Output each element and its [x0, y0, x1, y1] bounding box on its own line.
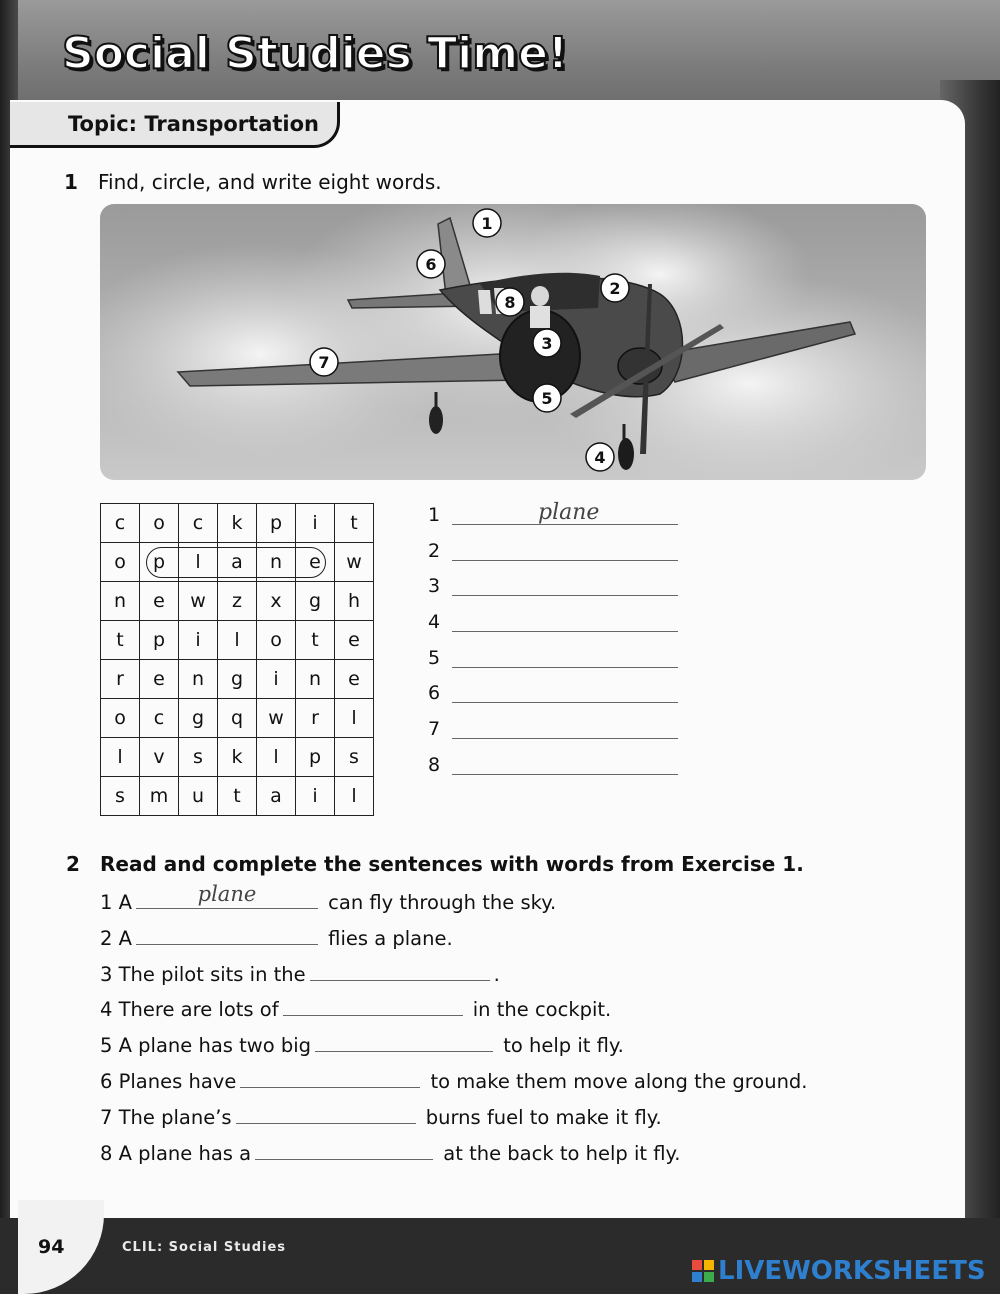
- grid-cell[interactable]: p: [140, 543, 179, 582]
- grid-row: [101, 738, 374, 777]
- sentence-start: A: [118, 926, 132, 950]
- sentence-blank-6[interactable]: [240, 1067, 420, 1088]
- grid-cell[interactable]: l: [257, 738, 296, 777]
- svg-text:4: 4: [594, 448, 606, 467]
- grid-cell[interactable]: u: [179, 777, 218, 816]
- exercise-1-number: 1: [64, 170, 78, 194]
- photo-label-6: [417, 250, 445, 278]
- grid-cell[interactable]: g: [179, 699, 218, 738]
- grid-cell[interactable]: c: [179, 504, 218, 543]
- grid-cell[interactable]: t: [335, 504, 374, 543]
- sentence-start: There are lots of: [118, 998, 279, 1022]
- grid-cell[interactable]: s: [179, 738, 218, 777]
- grid-cell[interactable]: h: [335, 582, 374, 621]
- svg-text:7: 7: [318, 353, 330, 372]
- answer-input-5[interactable]: [452, 667, 678, 668]
- sentence-list: [100, 882, 808, 1174]
- grid-row: [101, 504, 374, 543]
- grid-row: [101, 582, 374, 621]
- exercise-1-heading: [64, 170, 442, 194]
- photo-label-3: [533, 329, 561, 357]
- sentence-blank-5[interactable]: [315, 1031, 493, 1052]
- answer-line: [428, 571, 688, 607]
- sentence-number: 6: [100, 1069, 113, 1093]
- grid-cell[interactable]: i: [257, 660, 296, 699]
- svg-text:5: 5: [541, 389, 553, 408]
- photo-label-7: [310, 348, 338, 376]
- sentence: [100, 1031, 808, 1067]
- answer-line: [428, 536, 688, 572]
- sentence-number: 5: [100, 1034, 113, 1058]
- answer-line: [428, 643, 688, 679]
- answer-number: 6: [428, 682, 441, 705]
- grid-cell[interactable]: z: [218, 582, 257, 621]
- topic-label: Topic: Transportation: [68, 112, 319, 136]
- grid-cell[interactable]: t: [218, 777, 257, 816]
- sentence-number: 4: [100, 998, 113, 1022]
- grid-row: [101, 777, 374, 816]
- answer-number: 1: [428, 504, 441, 526]
- grid-cell[interactable]: s: [101, 777, 140, 816]
- grid-cell[interactable]: l: [179, 543, 218, 582]
- answer-value: plane: [538, 500, 600, 525]
- svg-text:8: 8: [504, 293, 516, 312]
- answer-input-8[interactable]: [452, 774, 678, 775]
- grid-cell[interactable]: o: [257, 621, 296, 660]
- grid-cell[interactable]: e: [335, 621, 374, 660]
- photo-label-5: [533, 384, 561, 412]
- exercise-1-instruction: Find, circle, and write eight words.: [98, 170, 442, 194]
- grid-cell[interactable]: l: [218, 621, 257, 660]
- sentence-blank-2[interactable]: [136, 924, 318, 945]
- answer-number: 5: [428, 646, 441, 669]
- sentence-blank-8[interactable]: [255, 1139, 433, 1160]
- grid-cell[interactable]: t: [101, 621, 140, 660]
- grid-cell[interactable]: r: [296, 699, 335, 738]
- sentence-end: .: [493, 962, 500, 986]
- answer-number: 8: [428, 753, 441, 776]
- grid-cell[interactable]: m: [140, 777, 179, 816]
- answer-input-7[interactable]: [452, 738, 678, 739]
- liveworksheets-logo[interactable]: [692, 1256, 986, 1286]
- grid-cell[interactable]: n: [257, 543, 296, 582]
- grid-row: [101, 621, 374, 660]
- grid-cell[interactable]: e: [140, 582, 179, 621]
- grid-cell[interactable]: a: [218, 543, 257, 582]
- sentence-start: The plane’s: [118, 1105, 232, 1129]
- grid-cell[interactable]: e: [296, 543, 335, 582]
- grid-cell[interactable]: x: [257, 582, 296, 621]
- sentence-start: The pilot sits in the: [118, 962, 306, 986]
- sentence-number: 1: [100, 891, 113, 914]
- sentence-start: A: [118, 891, 132, 914]
- grid-cell[interactable]: o: [101, 699, 140, 738]
- circled-word-plane: [146, 547, 326, 578]
- sentence-number: 8: [100, 1141, 113, 1165]
- answer-input-3[interactable]: [452, 595, 678, 596]
- grid-row: [101, 660, 374, 699]
- photo-label-2: [601, 274, 629, 302]
- topic-tab: [10, 102, 340, 148]
- svg-text:6: 6: [425, 255, 437, 274]
- grid-cell[interactable]: i: [179, 621, 218, 660]
- grid-cell[interactable]: g: [218, 660, 257, 699]
- photo-label-4: [586, 443, 614, 471]
- grid-cell[interactable]: k: [218, 738, 257, 777]
- grid-cell[interactable]: p: [257, 504, 296, 543]
- sentence-start: Planes have: [118, 1069, 237, 1093]
- answer-line: [428, 607, 688, 643]
- sentence: [100, 882, 808, 924]
- grid-cell[interactable]: q: [218, 699, 257, 738]
- sentence-blank-4[interactable]: [283, 995, 463, 1016]
- grid-cell[interactable]: i: [296, 504, 335, 543]
- grid-cell[interactable]: e: [140, 660, 179, 699]
- grid-cell[interactable]: o: [101, 543, 140, 582]
- grid-cell[interactable]: a: [257, 777, 296, 816]
- sentence: [100, 1103, 808, 1139]
- answer-input-2[interactable]: [452, 560, 678, 561]
- grid-cell[interactable]: i: [296, 777, 335, 816]
- exercise-2-heading: [66, 852, 804, 876]
- exercise-2-number: 2: [66, 852, 80, 876]
- grid-cell[interactable]: e: [335, 660, 374, 699]
- blank-answer: plane: [197, 882, 257, 906]
- answer-input-6[interactable]: [452, 702, 678, 703]
- answer-number: 7: [428, 718, 441, 741]
- answer-number: 4: [428, 611, 441, 634]
- brand-text: LIVEWORKSHEETS: [718, 1256, 986, 1286]
- grid-cell[interactable]: n: [179, 660, 218, 699]
- sentence-end: can fly through the sky.: [328, 891, 557, 914]
- svg-text:1: 1: [481, 214, 493, 233]
- sentence-number: 3: [100, 962, 113, 986]
- grid-cell[interactable]: s: [335, 738, 374, 777]
- grid-cell[interactable]: g: [296, 582, 335, 621]
- answer-list: [428, 500, 688, 786]
- sentence-end: burns fuel to make it fly.: [425, 1105, 662, 1129]
- liveworksheets-icon: [692, 1260, 714, 1282]
- sentence-number: 2: [100, 926, 113, 950]
- grid-cell[interactable]: k: [218, 504, 257, 543]
- sentence: [100, 995, 808, 1031]
- sentence-start: A plane has a: [118, 1141, 252, 1165]
- section-label: CLIL: Social Studies: [122, 1240, 287, 1255]
- sentence: [100, 960, 808, 996]
- grid-cell[interactable]: c: [140, 699, 179, 738]
- airplane-illustration: [100, 204, 926, 480]
- grid-cell[interactable]: p: [296, 738, 335, 777]
- sentence-end: to make them move along the ground.: [430, 1069, 808, 1093]
- sentence-start: A plane has two big: [118, 1034, 312, 1058]
- sentence-end: in the cockpit.: [472, 998, 612, 1022]
- sentence-number: 7: [100, 1105, 113, 1129]
- airplane-photo: [100, 204, 926, 480]
- grid-cell[interactable]: n: [101, 582, 140, 621]
- grid-cell[interactable]: r: [101, 660, 140, 699]
- sentence: [100, 924, 808, 960]
- sentence: [100, 1139, 808, 1175]
- grid-cell[interactable]: l: [335, 699, 374, 738]
- answer-input-4[interactable]: [452, 631, 678, 632]
- answer-number: 2: [428, 539, 441, 562]
- exercise-2-instruction: Read and complete the sentences with words from Exercise 1.: [100, 852, 804, 876]
- answer-line: [428, 714, 688, 750]
- sentence-blank-7[interactable]: [236, 1103, 416, 1124]
- svg-text:3: 3: [541, 334, 553, 353]
- page-number: 94: [38, 1236, 65, 1258]
- answer-line: [428, 678, 688, 714]
- grid-cell[interactable]: w: [257, 699, 296, 738]
- answer-number: 3: [428, 575, 441, 598]
- grid-cell[interactable]: p: [140, 621, 179, 660]
- sentence-blank-3[interactable]: [310, 960, 490, 981]
- answer-line: [428, 500, 688, 536]
- grid-cell[interactable]: l: [335, 777, 374, 816]
- grid-cell[interactable]: w: [335, 543, 374, 582]
- grid-cell[interactable]: n: [296, 660, 335, 699]
- grid-cell[interactable]: t: [296, 621, 335, 660]
- grid-cell[interactable]: o: [140, 504, 179, 543]
- sentence: [100, 1067, 808, 1103]
- svg-text:2: 2: [609, 279, 621, 298]
- grid-row: [101, 699, 374, 738]
- answer-line: [428, 750, 688, 786]
- sentence-end: to help it fly.: [503, 1034, 624, 1058]
- grid-cell[interactable]: l: [101, 738, 140, 777]
- grid-cell[interactable]: v: [140, 738, 179, 777]
- sentence-end: flies a plane.: [328, 926, 453, 950]
- sentence-end: at the back to help it fly.: [443, 1141, 681, 1165]
- page-title: Social Studies Time!: [62, 28, 568, 79]
- sentence-blank-1[interactable]: [136, 882, 318, 909]
- photo-label-1: [473, 209, 501, 237]
- grid-cell[interactable]: w: [179, 582, 218, 621]
- grid-cell[interactable]: c: [101, 504, 140, 543]
- photo-label-8: [496, 288, 524, 316]
